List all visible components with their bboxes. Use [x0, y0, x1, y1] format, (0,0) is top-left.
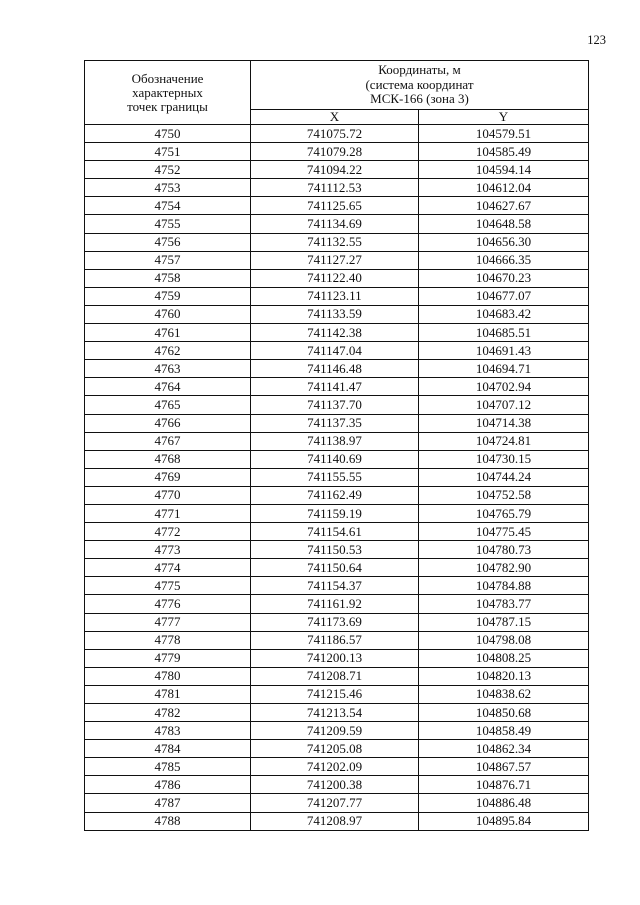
table-row: [85, 378, 589, 396]
y-coordinate-cell: 104691.43: [419, 342, 589, 360]
x-coordinate-cell: 741079.28: [251, 143, 419, 161]
y-coordinate-cell: 104820.13: [419, 667, 589, 685]
table-row: [85, 125, 589, 143]
x-coordinate-cell: 741150.53: [251, 541, 419, 559]
point-cell: 4760: [85, 305, 251, 323]
y-coordinate-cell: 104782.90: [419, 559, 589, 577]
point-cell: 4764: [85, 378, 251, 396]
x-coordinate-cell: 741142.38: [251, 324, 419, 342]
table-body: [85, 125, 589, 831]
table-row: [85, 486, 589, 504]
point-cell: 4786: [85, 776, 251, 794]
point-header-line-1: Обозначение: [131, 70, 204, 86]
table-row: [85, 251, 589, 269]
coords-header-line-2: (система координат: [365, 76, 474, 92]
y-coordinate-cell: 104838.62: [419, 685, 589, 703]
point-cell: 4757: [85, 251, 251, 269]
x-coordinate-cell: 741202.09: [251, 758, 419, 776]
table-row: [85, 360, 589, 378]
table-row: [85, 523, 589, 541]
y-coordinate-cell: 104724.81: [419, 432, 589, 450]
point-cell: 4762: [85, 342, 251, 360]
point-cell: 4788: [85, 812, 251, 830]
table-row: [85, 794, 589, 812]
point-cell: 4772: [85, 523, 251, 541]
point-cell: 4776: [85, 595, 251, 613]
y-coordinate-cell: 104612.04: [419, 179, 589, 197]
table-row: [85, 685, 589, 703]
x-coordinate-cell: 741125.65: [251, 197, 419, 215]
x-coordinate-cell: 741134.69: [251, 215, 419, 233]
point-cell: 4783: [85, 722, 251, 740]
table-row: [85, 342, 589, 360]
x-coordinate-cell: 741140.69: [251, 450, 419, 468]
point-cell: 4785: [85, 758, 251, 776]
table-row: [85, 414, 589, 432]
y-coordinate-cell: 104867.57: [419, 758, 589, 776]
point-cell: 4775: [85, 577, 251, 595]
y-coordinate-cell: 104876.71: [419, 776, 589, 794]
x-coordinate-cell: 741155.55: [251, 468, 419, 486]
point-cell: 4787: [85, 794, 251, 812]
table-row: [85, 161, 589, 179]
y-coordinate-cell: 104798.08: [419, 631, 589, 649]
y-coordinate-cell: 104707.12: [419, 396, 589, 414]
x-coordinate-cell: 741205.08: [251, 740, 419, 758]
point-cell: 4781: [85, 685, 251, 703]
table-row: [85, 432, 589, 450]
y-coordinate-cell: 104714.38: [419, 414, 589, 432]
point-header-line-2: характерных: [132, 84, 203, 100]
table-row: [85, 812, 589, 830]
x-coordinate-cell: 741112.53: [251, 179, 419, 197]
point-cell: 4763: [85, 360, 251, 378]
x-coordinate-cell: 741094.22: [251, 161, 419, 179]
x-coordinate-cell: 741154.61: [251, 523, 419, 541]
table-row: [85, 758, 589, 776]
x-coordinate-cell: 741133.59: [251, 305, 419, 323]
y-coordinate-cell: 104858.49: [419, 722, 589, 740]
table-row: [85, 613, 589, 631]
point-cell: 4780: [85, 667, 251, 685]
point-cell: 4755: [85, 215, 251, 233]
y-coordinate-cell: 104752.58: [419, 486, 589, 504]
table-row: [85, 667, 589, 685]
x-coordinate-cell: 741075.72: [251, 125, 419, 143]
point-cell: 4771: [85, 504, 251, 522]
point-cell: 4750: [85, 125, 251, 143]
point-cell: 4758: [85, 269, 251, 287]
x-coordinate-cell: 741154.37: [251, 577, 419, 595]
table-row: [85, 722, 589, 740]
coords-header-line-1: Координаты, м: [378, 62, 461, 78]
point-cell: 4784: [85, 740, 251, 758]
point-cell: 4770: [85, 486, 251, 504]
point-header-line-3: точек границы: [127, 98, 208, 114]
y-coordinate-cell: 104895.84: [419, 812, 589, 830]
y-coordinate-cell: 104886.48: [419, 794, 589, 812]
table-row: [85, 269, 589, 287]
y-coordinate-cell: 104787.15: [419, 613, 589, 631]
x-coordinate-cell: 741141.47: [251, 378, 419, 396]
x-coordinate-cell: 741137.35: [251, 414, 419, 432]
coordinates-table: [84, 60, 589, 831]
table-row: [85, 450, 589, 468]
point-cell: 4774: [85, 559, 251, 577]
point-cell: 4778: [85, 631, 251, 649]
point-cell: 4759: [85, 287, 251, 305]
point-cell: 4756: [85, 233, 251, 251]
table-row: [85, 215, 589, 233]
x-coordinate-cell: 741147.04: [251, 342, 419, 360]
y-coordinate-cell: 104862.34: [419, 740, 589, 758]
point-cell: 4753: [85, 179, 251, 197]
table-row: [85, 595, 589, 613]
x-coordinate-cell: 741213.54: [251, 704, 419, 722]
y-column-header: Y: [419, 110, 589, 125]
point-cell: 4752: [85, 161, 251, 179]
y-coordinate-cell: 104677.07: [419, 287, 589, 305]
y-coordinate-cell: 104683.42: [419, 305, 589, 323]
y-coordinate-cell: 104585.49: [419, 143, 589, 161]
y-coordinate-cell: 104579.51: [419, 125, 589, 143]
point-cell: 4751: [85, 143, 251, 161]
table-row: [85, 233, 589, 251]
x-coordinate-cell: 741215.46: [251, 685, 419, 703]
x-coordinate-cell: 741186.57: [251, 631, 419, 649]
x-coordinate-cell: 741122.40: [251, 269, 419, 287]
y-coordinate-cell: 104850.68: [419, 704, 589, 722]
x-coordinate-cell: 741150.64: [251, 559, 419, 577]
y-coordinate-cell: 104627.67: [419, 197, 589, 215]
x-coordinate-cell: 741162.49: [251, 486, 419, 504]
coords-header-line-3: МСК-166 (зона 3): [370, 91, 469, 107]
y-coordinate-cell: 104808.25: [419, 649, 589, 667]
y-coordinate-cell: 104648.58: [419, 215, 589, 233]
coordinates-group-header: [251, 61, 589, 110]
y-coordinate-cell: 104656.30: [419, 233, 589, 251]
table-row: [85, 305, 589, 323]
x-coordinate-cell: 741208.97: [251, 812, 419, 830]
table-row: [85, 197, 589, 215]
x-coordinate-cell: 741132.55: [251, 233, 419, 251]
table-row: [85, 287, 589, 305]
point-cell: 4766: [85, 414, 251, 432]
x-coordinate-cell: 741173.69: [251, 613, 419, 631]
point-cell: 4769: [85, 468, 251, 486]
table-row: [85, 324, 589, 342]
page-number: 123: [587, 33, 606, 47]
point-cell: 4773: [85, 541, 251, 559]
y-coordinate-cell: 104685.51: [419, 324, 589, 342]
table-row: [85, 776, 589, 794]
x-coordinate-cell: 741161.92: [251, 595, 419, 613]
x-coordinate-cell: 741200.13: [251, 649, 419, 667]
table-row: [85, 704, 589, 722]
x-column-header: X: [251, 110, 419, 125]
y-coordinate-cell: 104744.24: [419, 468, 589, 486]
point-cell: 4777: [85, 613, 251, 631]
y-coordinate-cell: 104694.71: [419, 360, 589, 378]
table-row: [85, 649, 589, 667]
point-cell: 4767: [85, 432, 251, 450]
y-coordinate-cell: 104780.73: [419, 541, 589, 559]
y-coordinate-cell: 104775.45: [419, 523, 589, 541]
point-cell: 4782: [85, 704, 251, 722]
x-coordinate-cell: 741200.38: [251, 776, 419, 794]
table-row: [85, 740, 589, 758]
y-coordinate-cell: 104784.88: [419, 577, 589, 595]
y-coordinate-cell: 104594.14: [419, 161, 589, 179]
table-row: [85, 631, 589, 649]
table-row: [85, 541, 589, 559]
table-row: [85, 396, 589, 414]
table-row: [85, 468, 589, 486]
point-cell: 4765: [85, 396, 251, 414]
x-coordinate-cell: 741123.11: [251, 287, 419, 305]
point-cell: 4779: [85, 649, 251, 667]
table-row: [85, 559, 589, 577]
x-coordinate-cell: 741208.71: [251, 667, 419, 685]
x-coordinate-cell: 741207.77: [251, 794, 419, 812]
y-coordinate-cell: 104666.35: [419, 251, 589, 269]
x-coordinate-cell: 741127.27: [251, 251, 419, 269]
table-row: [85, 504, 589, 522]
y-coordinate-cell: 104670.23: [419, 269, 589, 287]
y-coordinate-cell: 104730.15: [419, 450, 589, 468]
y-coordinate-cell: 104765.79: [419, 504, 589, 522]
x-coordinate-cell: 741146.48: [251, 360, 419, 378]
point-cell: 4754: [85, 197, 251, 215]
y-coordinate-cell: 104783.77: [419, 595, 589, 613]
x-coordinate-cell: 741159.19: [251, 504, 419, 522]
point-column-header: [85, 61, 251, 125]
table-row: [85, 143, 589, 161]
point-cell: 4761: [85, 324, 251, 342]
x-coordinate-cell: 741137.70: [251, 396, 419, 414]
table-row: [85, 179, 589, 197]
table-header: [85, 61, 589, 125]
point-cell: 4768: [85, 450, 251, 468]
y-coordinate-cell: 104702.94: [419, 378, 589, 396]
table-row: [85, 577, 589, 595]
x-coordinate-cell: 741209.59: [251, 722, 419, 740]
x-coordinate-cell: 741138.97: [251, 432, 419, 450]
